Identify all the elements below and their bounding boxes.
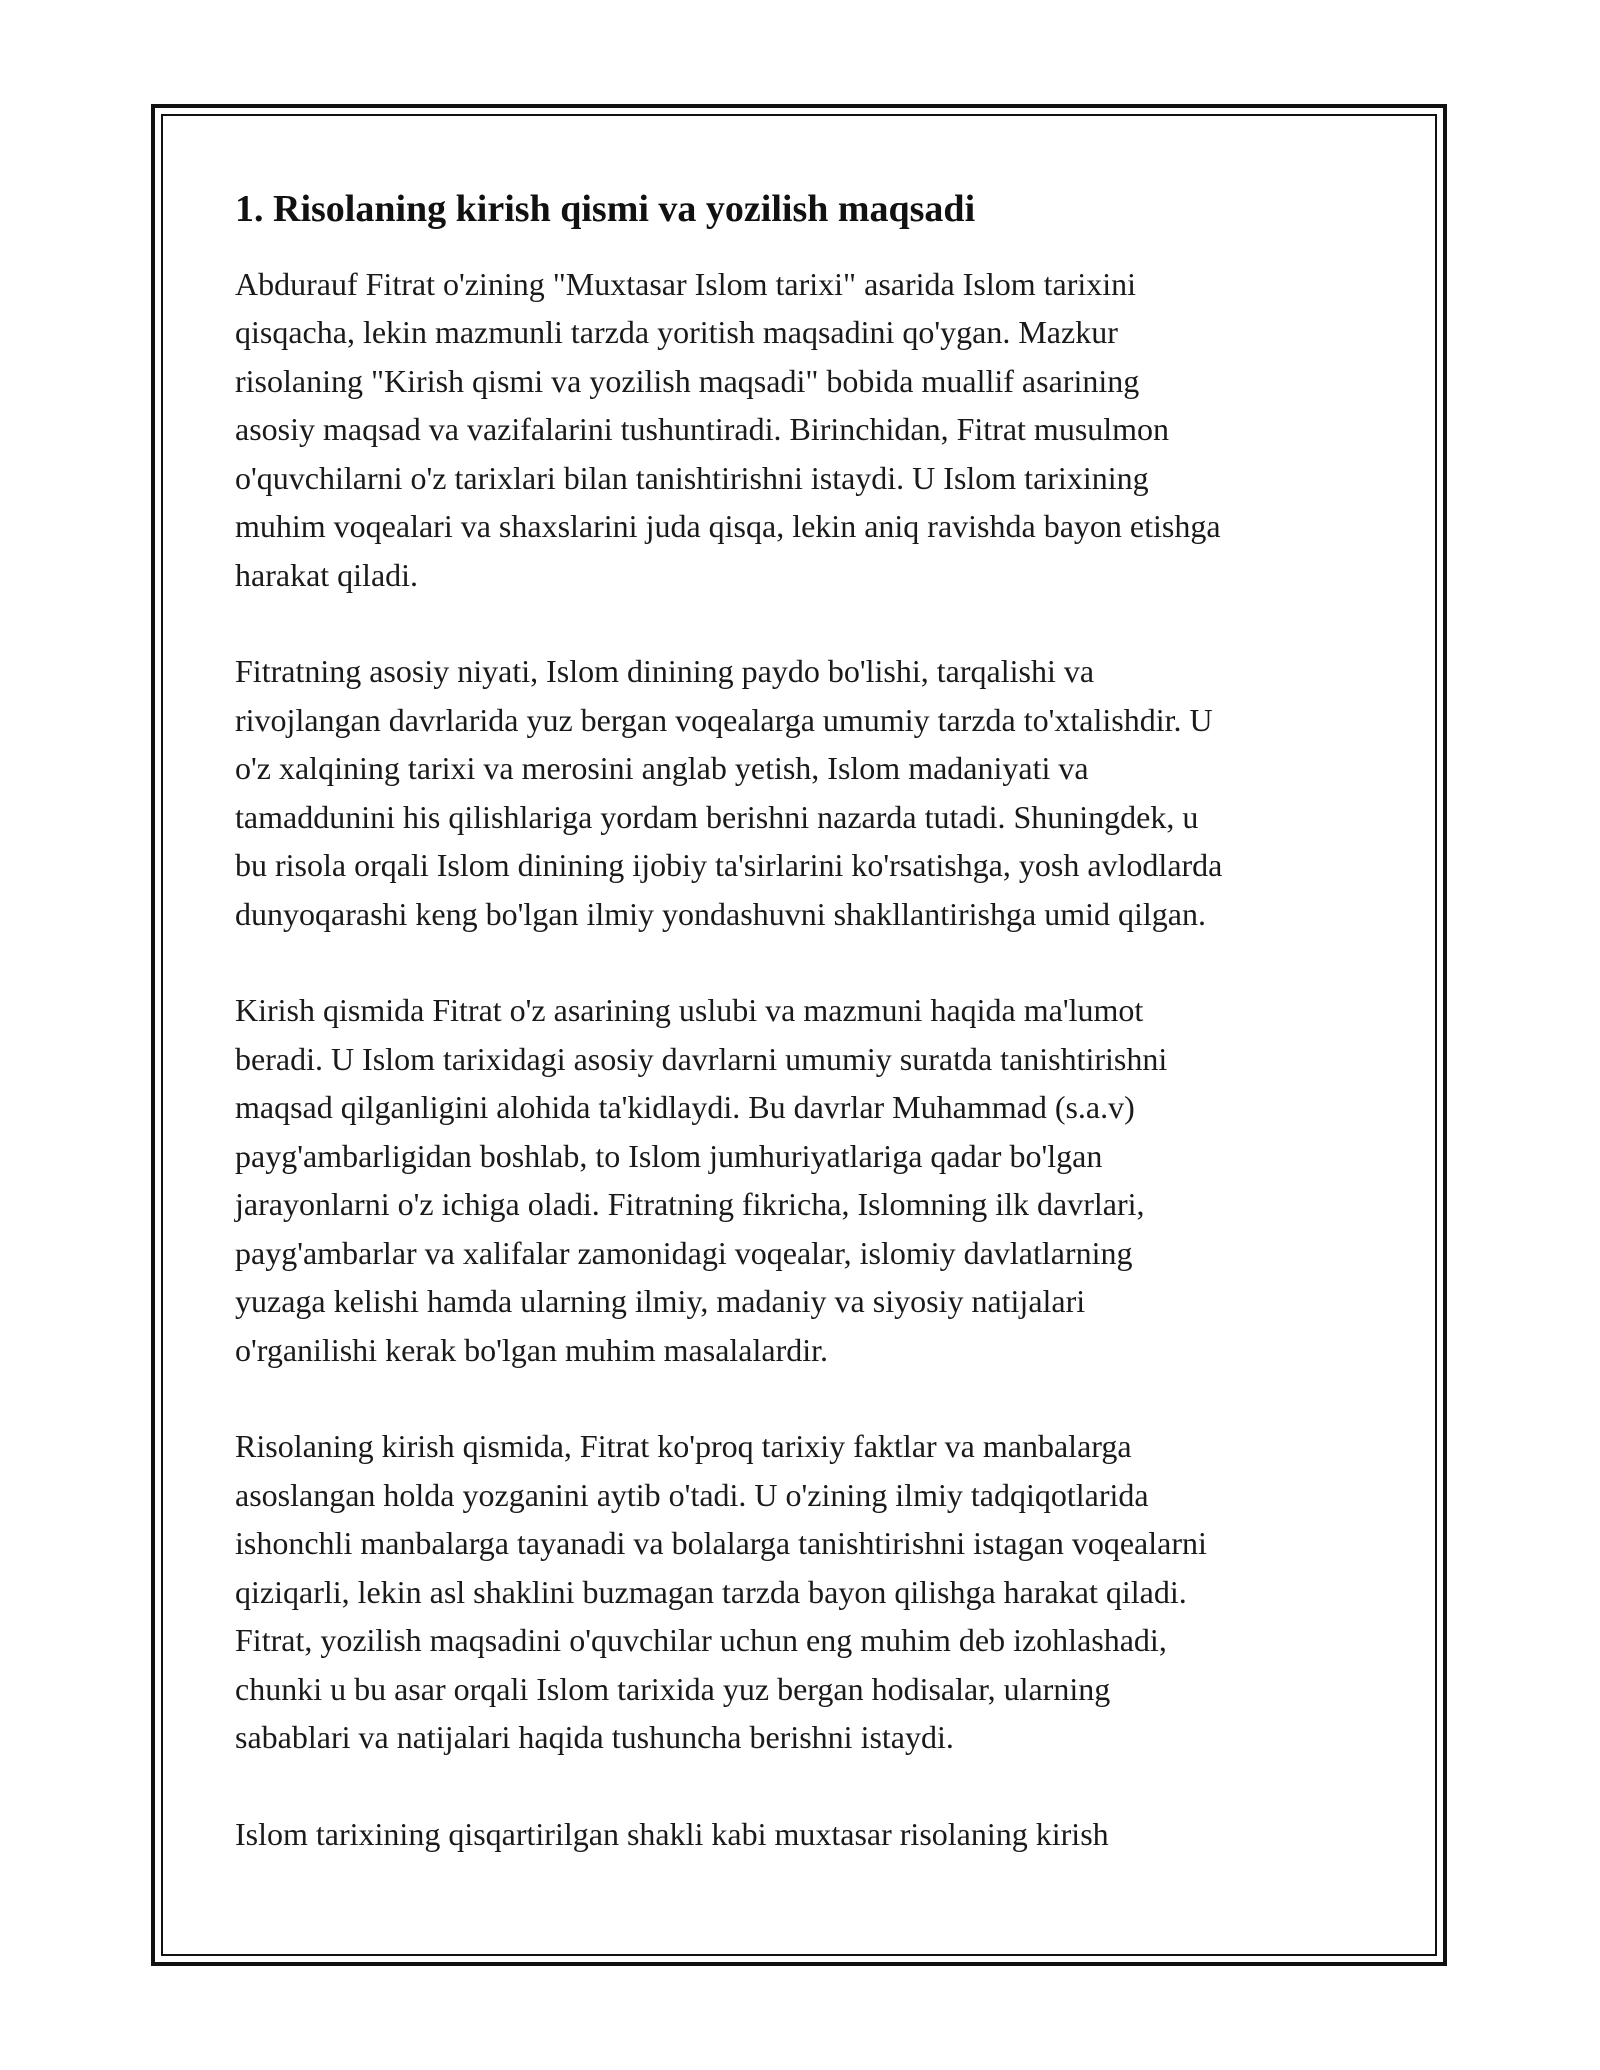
paragraph-line: qisqacha, lekin mazmunli tarzda yoritish maqsadini qo'ygan. Mazkur (235, 314, 1118, 350)
paragraph-line: o'quvchilarni o'z tarixlari bilan tanishtirishni istaydi. U Islom tarixining (235, 459, 1149, 496)
paragraph-line: payg'ambarligidan boshlab, to Islom jumhuriyatlariga qadar bo'lgan (235, 1137, 1103, 1174)
paragraph-line: risolaning "Kirish qismi va yozilish maqsadi" bobida muallif asarining (235, 362, 1140, 399)
paragraph-line: bu risola orqali Islom dinining ijobiy ta'sirlarini ko'rsatishga, yosh avlodlarda (235, 847, 1223, 883)
paragraph-line: asoslangan holda yozganini aytib o'tadi. U o'zining ilmiy tadqiqotlarida (235, 1476, 1149, 1513)
paragraph-line: o'z xalqining tarixi va merosini anglab yetish, Islom madaniyati va (235, 750, 1089, 786)
paragraph-line: payg'ambarlar va xalifalar zamonidagi voqealar, islomiy davlatlarning (235, 1234, 1133, 1271)
paragraph-1 (235, 260, 1375, 600)
paragraph-line: ishonchli manbalarga tayanadi va bolalarga tanishtirishni istagan voqealarni (235, 1525, 1207, 1561)
paragraph-line: jarayonlarni o'z ichiga oladi. Fitratning fikricha, Islomning ilk davrlari, (235, 1186, 1145, 1222)
paragraph-line: Kirish qismida Fitrat o'z asarining uslubi va mazmuni haqida ma'lumot (235, 992, 1144, 1028)
paragraph-line: yuzaga kelishi hamda ularning ilmiy, madaniy va siyosiy natijalari (235, 1283, 1086, 1319)
paragraph-5 (235, 1810, 1375, 1859)
paragraph-line: Fitrat, yozilish maqsadini o'quvchilar uchun eng muhim deb izohlashadi, (235, 1622, 1167, 1658)
paragraph-line: maqsad qilganligini alohida ta'kidlaydi. Bu davrlar Muhammad (s.a.v) (235, 1089, 1135, 1125)
paragraph-line: Fitratning asosiy niyati, Islom dinining paydo bo'lishi, tarqalishi va (235, 653, 1095, 689)
paragraph-line: o'rganilishi kerak bo'lgan muhim masalalardir. (235, 1331, 829, 1368)
paragraph-line: muhim voqealari va shaxslarini juda qisqa, lekin aniq ravishda bayon etishga (235, 508, 1221, 544)
paragraph-line: beradi. U Islom tarixidagi asosiy davrlarni umumiy suratda tanishtirishni (235, 1040, 1168, 1077)
paragraph-line: qiziqarli, lekin asl shaklini buzmagan tarzda bayon qilishga harakat qiladi. (235, 1573, 1187, 1610)
paragraph-line: Risolaning kirish qismida, Fitrat ko'proq tarixiy faktlar va manbalarga (235, 1428, 1132, 1464)
paragraph-line: dunyoqarashi keng bo'lgan ilmiy yondashuvni shakllantirishga umid qilgan. (235, 895, 1206, 932)
document-body (235, 186, 1375, 1906)
paragraph-line: harakat qiladi. (235, 556, 419, 593)
paragraph-2 (235, 647, 1375, 938)
paragraph-line: tamaddunini his qilishlariga yordam berishni nazarda tutadi. Shuningdek, u (235, 798, 1199, 835)
paragraph-line: asosiy maqsad va vazifalarini tushuntiradi. Birinchidan, Fitrat musulmon (235, 411, 1170, 447)
paragraph-4 (235, 1422, 1375, 1762)
section-heading: 1. Risolaning kirish qismi va yozilish maqsadi (235, 188, 976, 230)
paragraph-line: Islom tarixining qisqartirilgan shakli kabi muxtasar risolaning kirish (235, 1815, 1109, 1852)
paragraph-line: Abdurauf Fitrat o'zining "Muxtasar Islom tarixi" asarida Islom tarixini (235, 265, 1137, 302)
paragraph-line: sabablari va natijalari haqida tushuncha berishni istaydi. (235, 1719, 954, 1755)
paragraph-line: chunki u bu asar orqali Islom tarixida yuz bergan hodisalar, ularning (235, 1670, 1111, 1707)
paragraph-line: rivojlangan davrlarida yuz bergan voqealarga umumiy tarzda to'xtalishdir. U (235, 701, 1213, 738)
paragraph-3 (235, 986, 1375, 1374)
